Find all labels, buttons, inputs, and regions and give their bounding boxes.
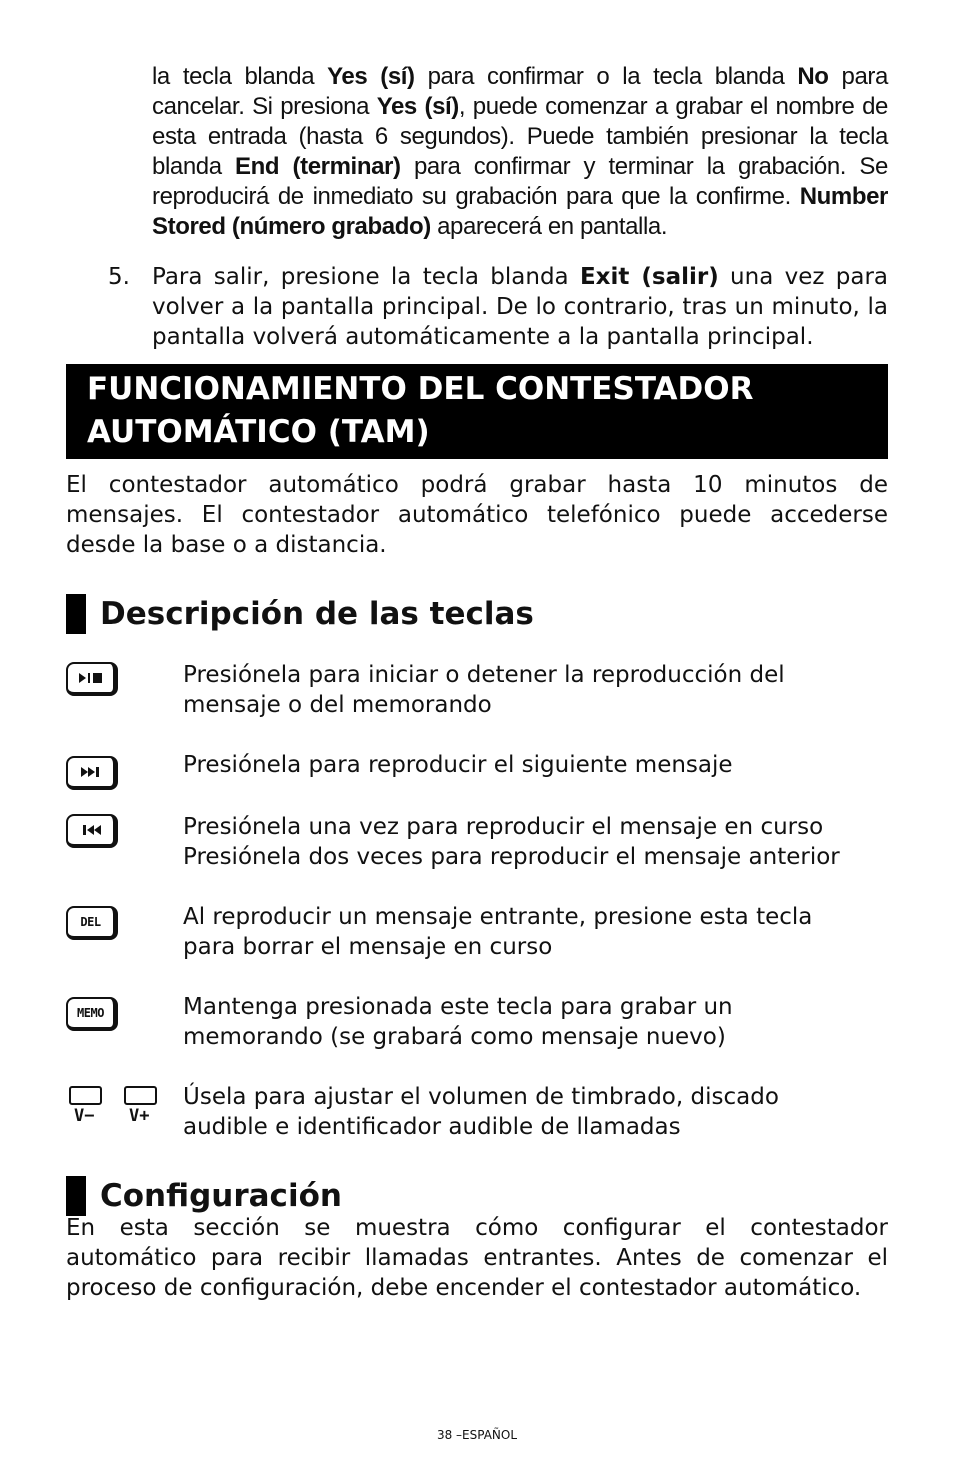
description-line: mensaje o del memorando xyxy=(183,692,492,718)
softkey-no-label: No xyxy=(797,63,829,90)
key-description xyxy=(183,902,888,962)
text-run: para cancelar. Si presiona xyxy=(152,63,888,120)
step-number: 5. xyxy=(108,264,130,290)
volume-down-label: V− xyxy=(74,1106,95,1126)
key-description xyxy=(183,812,888,872)
softkey-exit-label: Exit (salir) xyxy=(579,264,719,290)
description-line: Úsela para ajustar el volumen de timbrado, discado xyxy=(183,1084,779,1110)
description-line: memorando (se grabará como mensaje nuevo) xyxy=(183,1024,726,1050)
skip-back-icon xyxy=(66,814,118,848)
keys-subheading xyxy=(66,594,534,634)
keys-subheading-text: Descripción de las teclas xyxy=(100,596,534,632)
text-run: para confirmar o la tecla blanda xyxy=(414,63,798,90)
delete-key-icon xyxy=(66,906,118,940)
config-subheading-text: Configuración xyxy=(100,1178,342,1214)
volume-up-key xyxy=(124,1086,157,1105)
config-subheading xyxy=(66,1176,342,1216)
intro-paragraph: El contestador automático podrá grabar hasta 10 minutos de mensajes. El contestador automático telefónico puede accederse desde la base o a distancia. xyxy=(66,472,888,558)
text-run: una vez para volver a la pantalla principal. De lo contrario, tras un minuto, la pantalla volverá automáticamente a la pantalla principal. xyxy=(152,264,889,350)
softkey-end-label: End (terminar) xyxy=(235,153,401,180)
description-line: Mantenga presionada este tecla para grabar un xyxy=(183,994,733,1020)
key-label: DEL xyxy=(80,915,101,929)
key-description xyxy=(183,750,888,780)
key-description xyxy=(183,1082,888,1142)
banner-line-1: FUNCIONAMIENTO DEL CONTESTADOR xyxy=(87,371,754,407)
text-run: , puede comenzar a grabar el nombre de esta entrada (hasta 6 segundos). Puede también presionar la tecla blanda xyxy=(152,93,888,180)
description-line: Al reproducir un mensaje entrante, presione esta tecla xyxy=(183,904,813,930)
softkey-yes-label: Yes (sí) xyxy=(327,63,415,90)
description-line: Presiónela para iniciar o detener la reproducción del xyxy=(183,662,785,688)
description-line: para borrar el mensaje en curso xyxy=(183,934,553,960)
heading-bar xyxy=(66,1176,86,1216)
key-description xyxy=(183,992,888,1052)
step-5-text xyxy=(138,262,888,352)
text-run: aparecerá en pantalla. xyxy=(430,213,668,240)
play-stop-icon xyxy=(66,662,118,696)
softkey-yes-label: Yes (sí) xyxy=(376,93,459,120)
text-run: la tecla blanda xyxy=(152,63,328,90)
heading-bar xyxy=(66,594,86,634)
config-paragraph: En esta sección se muestra cómo configurar el contestador automático para recibir llamadas entrantes. Antes de comenzar el proceso de configuración, debe encender el contestador automático. xyxy=(66,1215,888,1301)
description-line: audible e identificador audible de llamadas xyxy=(183,1114,681,1140)
description-line: Presiónela para reproducir el siguiente mensaje xyxy=(183,752,733,778)
banner-line-2: AUTOMÁTICO (TAM) xyxy=(87,414,430,450)
volume-down-key xyxy=(69,1086,102,1105)
text-run: para confirmar y terminar la grabación. Se reproducirá de inmediato su grabación para que la confirme. xyxy=(152,153,888,210)
page-footer: 38 –ESPAÑOL xyxy=(436,1428,518,1442)
text-run: Para salir, presione la tecla blanda xyxy=(152,264,580,290)
number-stored-label: Number Stored (número grabado) xyxy=(152,183,888,240)
volume-keys-icon xyxy=(66,1082,166,1134)
continuation-paragraph xyxy=(152,62,888,242)
skip-forward-icon xyxy=(66,756,118,790)
description-line: Presiónela una vez para reproducir el mensaje en curso xyxy=(183,814,824,840)
memo-key-icon xyxy=(66,997,118,1031)
key-description xyxy=(183,660,888,720)
volume-up-label: V+ xyxy=(129,1106,150,1126)
key-label: MEMO xyxy=(77,1006,104,1020)
step-5 xyxy=(108,262,888,352)
description-line: Presiónela dos veces para reproducir el mensaje anterior xyxy=(183,844,840,870)
section-banner xyxy=(66,364,888,459)
